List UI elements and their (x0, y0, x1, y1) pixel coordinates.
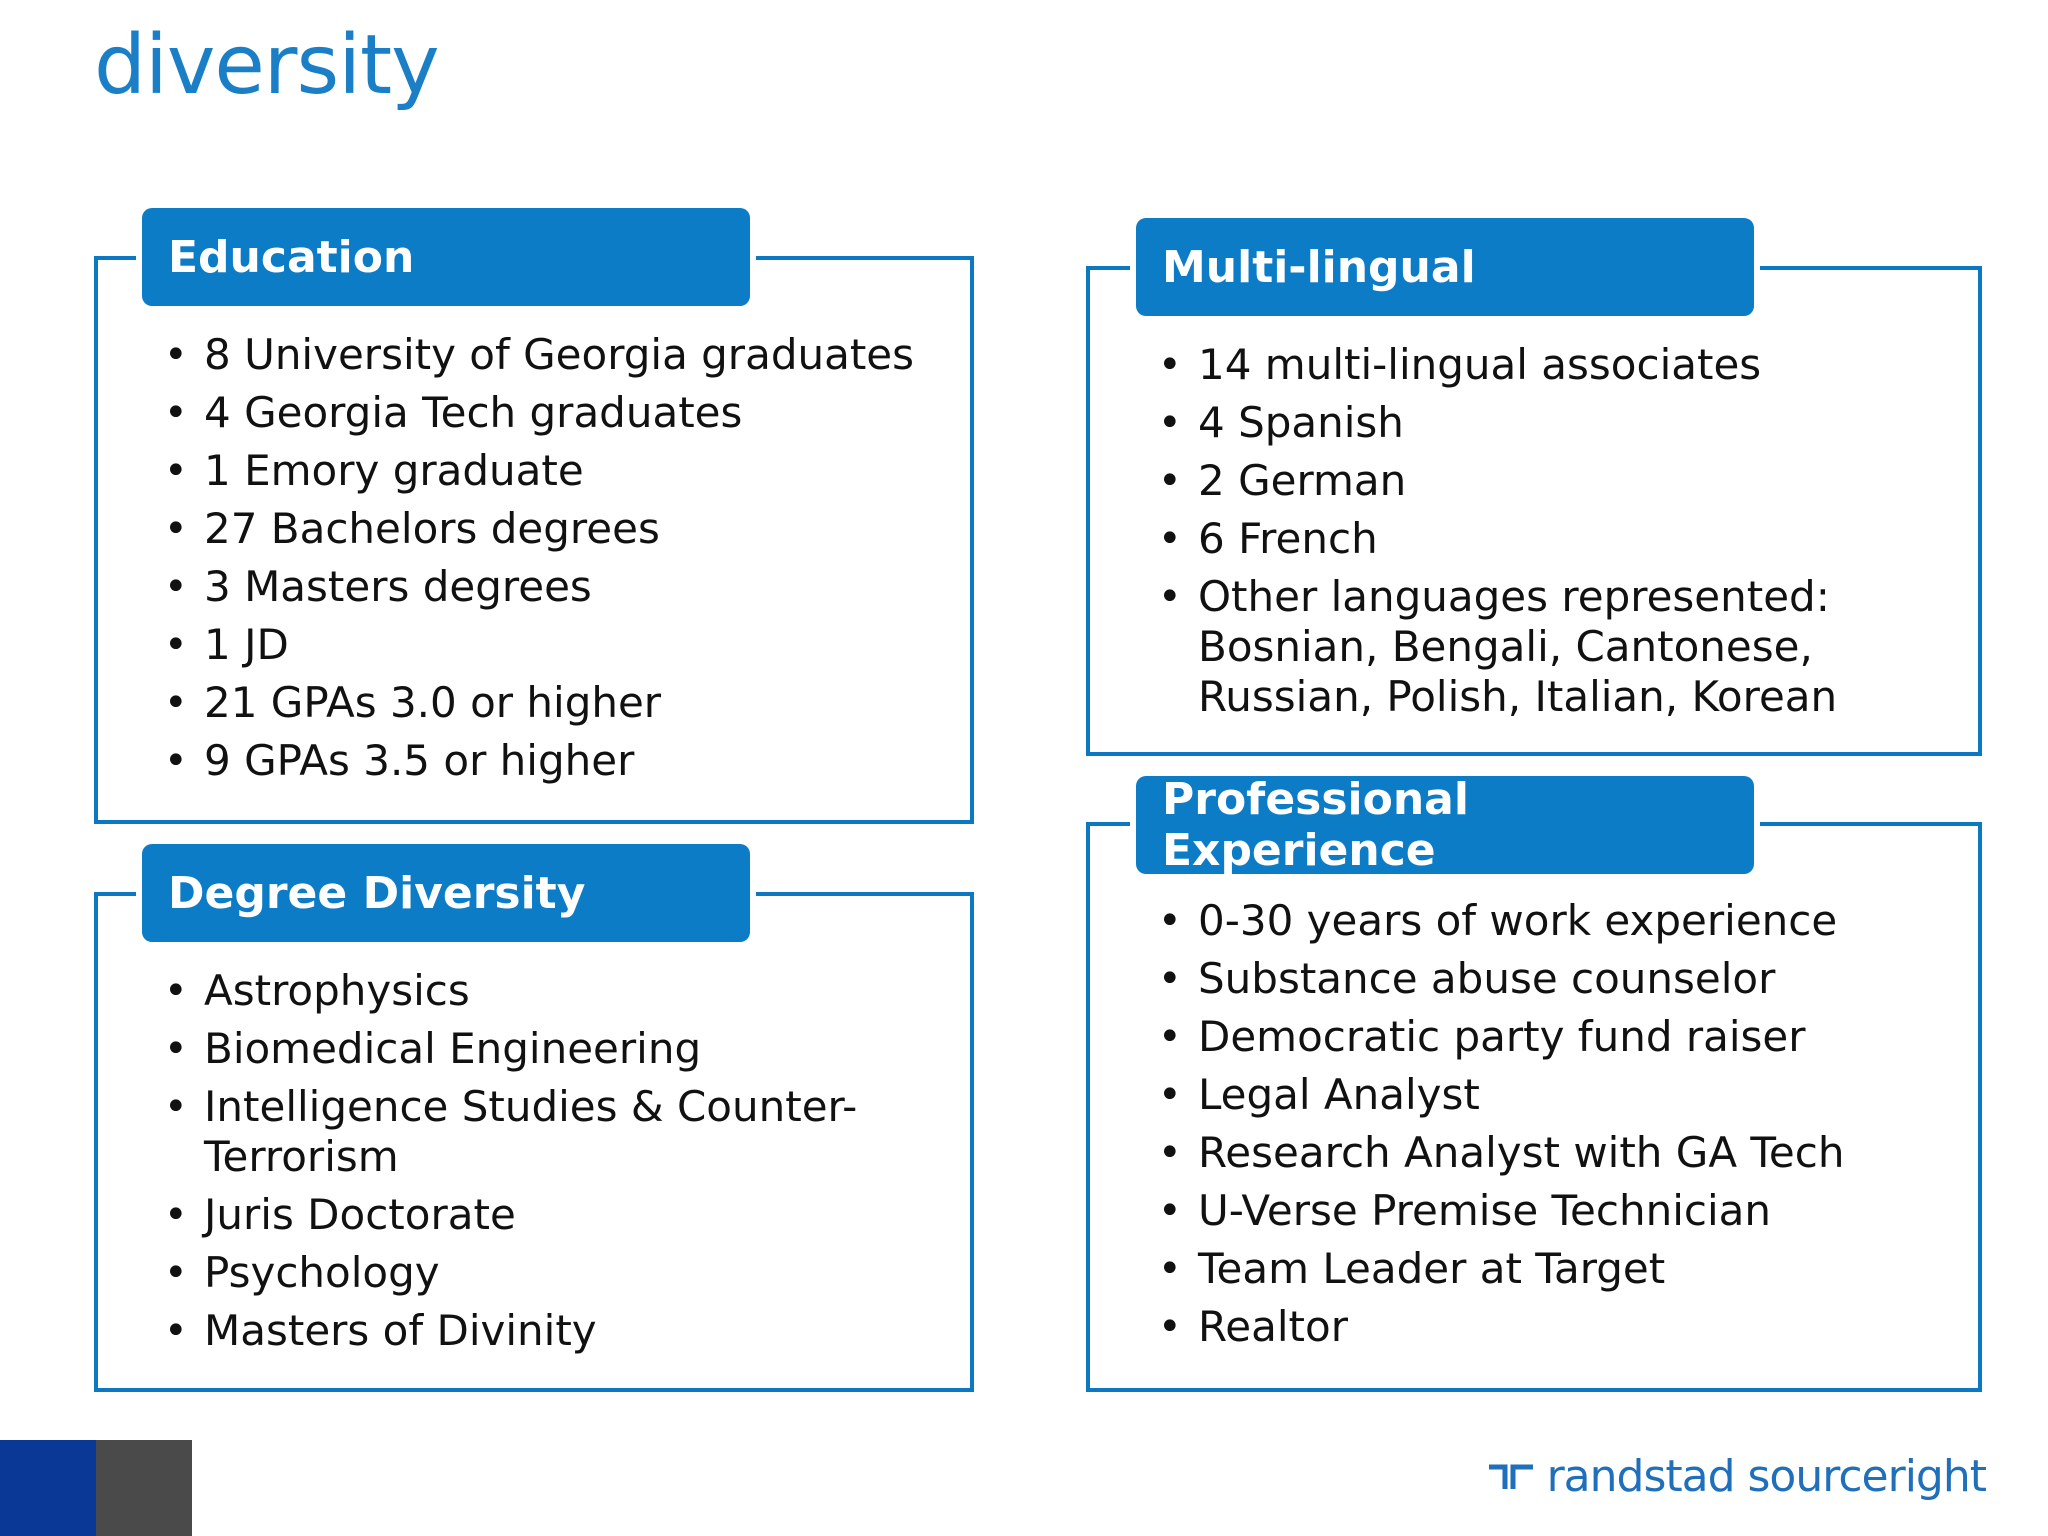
education-header: Education (142, 208, 750, 306)
list-item: • 27 Bachelors degrees (164, 504, 944, 554)
list-item: • Legal Analyst (1158, 1070, 1958, 1120)
list-item: • Psychology (164, 1248, 904, 1298)
multilingual-header: Multi-lingual (1136, 218, 1754, 316)
experience-header: Professional Experience (1136, 776, 1754, 874)
experience-list (1158, 896, 1958, 1360)
list-item: • 3 Masters degrees (164, 562, 944, 612)
list-item: • U-Verse Premise Technician (1158, 1186, 1958, 1236)
footer-gray-block (96, 1440, 192, 1536)
list-item: • Democratic party fund raiser (1158, 1012, 1958, 1062)
list-item: • Intelligence Studies & Counter-Terrorism (164, 1082, 904, 1182)
list-item: • Astrophysics (164, 966, 904, 1016)
degree-list (164, 966, 904, 1364)
list-item: • 9 GPAs 3.5 or higher (164, 736, 944, 786)
list-item: • 14 multi-lingual associates (1158, 340, 1938, 390)
list-item: • Other languages represented: Bosnian, Bengali, Cantonese, Russian, Polish, Italian, Korean (1158, 572, 1938, 722)
degree-header: Degree Diversity (142, 844, 750, 942)
multilingual-list (1158, 340, 1938, 730)
list-item: • 8 University of Georgia graduates (164, 330, 944, 380)
list-item: • 1 Emory graduate (164, 446, 944, 496)
footer-blue-block (0, 1440, 96, 1536)
list-item: • 0-30 years of work experience (1158, 896, 1958, 946)
list-item: • 4 Georgia Tech graduates (164, 388, 944, 438)
list-item: • 1 JD (164, 620, 944, 670)
page-title: diversity (94, 18, 439, 113)
randstad-logo (1487, 1451, 1986, 1502)
list-item: • 6 French (1158, 514, 1938, 564)
list-item: • Biomedical Engineering (164, 1024, 904, 1074)
education-list (164, 330, 944, 794)
list-item: • 2 German (1158, 456, 1938, 506)
list-item: • 4 Spanish (1158, 398, 1938, 448)
list-item: • Research Analyst with GA Tech (1158, 1128, 1958, 1178)
list-item: • Substance abuse counselor (1158, 954, 1958, 1004)
list-item: • Team Leader at Target (1158, 1244, 1958, 1294)
list-item: • Masters of Divinity (164, 1306, 904, 1356)
list-item: • Juris Doctorate (164, 1190, 904, 1240)
list-item: • 21 GPAs 3.0 or higher (164, 678, 944, 728)
list-item: • Realtor (1158, 1302, 1958, 1352)
logo-text: randstad sourceright (1546, 1451, 1986, 1502)
randstad-logo-icon (1487, 1461, 1535, 1493)
